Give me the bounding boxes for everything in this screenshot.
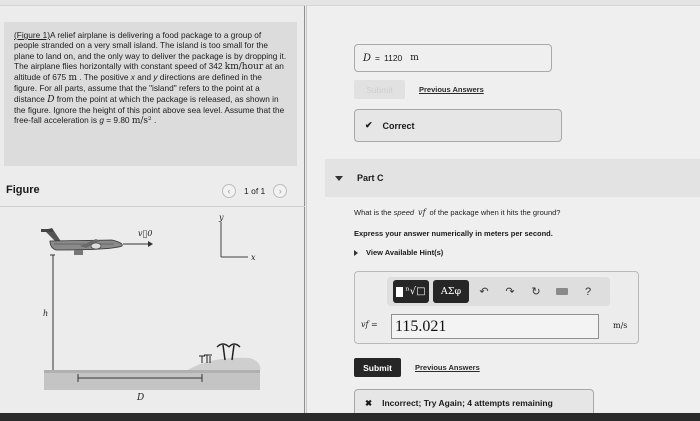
intro-text: and <box>134 72 154 83</box>
part-b-submit-button[interactable]: Submit <box>354 80 405 99</box>
part-b-actions <box>354 80 484 99</box>
x-var: x <box>130 72 135 83</box>
part-c-question <box>354 208 560 217</box>
speed-unit: km/hour <box>224 61 264 72</box>
redo-icon[interactable]: ↷ <box>505 286 515 298</box>
part-b-feedback <box>354 109 562 142</box>
intro-text: at an altitude of 675 <box>14 60 284 83</box>
part-c-header[interactable] <box>325 159 700 197</box>
airplane-icon <box>41 228 122 255</box>
part-b-previous-answers-link[interactable]: Previous Answers <box>419 85 484 94</box>
caret-right-icon <box>354 250 358 256</box>
answer-label <box>361 320 378 329</box>
part-c-previous-answers-link[interactable]: Previous Answers <box>415 363 480 372</box>
part-c-actions <box>354 358 480 377</box>
caret-down-icon <box>335 176 343 181</box>
y-axis-label: y <box>219 213 224 222</box>
answer-unit: m/s <box>613 321 628 330</box>
hints-label: View Available Hint(s) <box>366 248 444 257</box>
question-emph: speed <box>393 208 415 217</box>
bottom-bar <box>0 413 700 421</box>
intro-text: directions are defined in the figure. For all parts, assume that the "island" refers to the point at a distance <box>14 72 262 104</box>
math-toolbar <box>387 277 610 306</box>
figure-pager <box>222 184 287 198</box>
radical-icon: ⁿ√□ <box>405 286 426 297</box>
x-mark-icon: ✖ <box>365 397 373 408</box>
velocity-label: v⃗0 <box>138 229 153 238</box>
prev-figure-button[interactable] <box>222 184 236 198</box>
feedback-text: Incorrect; Try Again; 4 attempts remaining <box>382 398 553 408</box>
problem-intro <box>4 22 297 166</box>
undo-icon[interactable]: ↶ <box>479 286 489 298</box>
question-text: What is the <box>354 208 392 217</box>
answer-value: 1120 <box>384 53 403 63</box>
intro-text: = 9.80 <box>103 115 132 126</box>
intro-text: A relief airplane is delivering a food package to a group of people stranded on a very small island. The island is too small for the plane to land on, and the only way to deliver the package is by dropping it. The airplane flies horizontally with constant speed of 342 <box>14 30 287 71</box>
answer-eq: = <box>375 53 380 63</box>
figure-link[interactable]: (Figure 1) <box>14 30 50 40</box>
pager-label: 1 of 1 <box>244 186 266 196</box>
y-var: y <box>153 72 158 83</box>
part-c-submit-button[interactable]: Submit <box>354 358 401 377</box>
keyboard-icon <box>556 288 568 295</box>
answer-var: D <box>363 52 372 64</box>
height-label: h <box>43 309 49 318</box>
distance-label: D <box>137 393 145 403</box>
view-hints-toggle[interactable] <box>354 248 443 257</box>
figure-header <box>0 174 305 207</box>
part-b-answer-display <box>354 44 552 72</box>
feedback-text: Correct <box>382 120 415 131</box>
intro-text: from the point at which the package is released, as shown in the figure. Ignore the height of this point above sea level. Assume that the free-fall acceleration is <box>14 93 285 126</box>
d-var: D <box>47 94 55 105</box>
answer-label-eq: = <box>368 320 378 329</box>
question-var: vf <box>418 208 426 217</box>
altitude-unit: m <box>68 73 77 84</box>
check-icon: ✔ <box>365 120 373 130</box>
x-axis-label: x <box>251 253 256 262</box>
square-icon <box>396 287 403 297</box>
intro-text: . The positive <box>76 72 131 83</box>
accel-unit: m/s² <box>131 116 152 127</box>
help-icon[interactable]: ? <box>584 285 592 298</box>
next-figure-button[interactable] <box>273 184 287 198</box>
g-var: g <box>99 115 104 126</box>
chevron-right-icon: › <box>278 185 282 196</box>
templates-button[interactable] <box>393 280 429 303</box>
keyboard-button[interactable] <box>551 281 573 303</box>
answer-unit: m <box>410 53 419 63</box>
reset-icon[interactable]: ↻ <box>531 286 541 298</box>
figure-title: Figure <box>6 184 40 196</box>
part-c-instruction: Express your answer numerically in meters per second. <box>354 229 553 238</box>
speed-answer-input[interactable]: 115.021 <box>391 314 599 339</box>
answer-label-var: vf <box>361 320 369 329</box>
figure-diagram <box>0 208 305 408</box>
question-text: of the package when it hits the ground? <box>429 208 561 217</box>
part-c-title: Part C <box>357 173 384 183</box>
part-c-answer-panel <box>354 271 639 344</box>
intro-text: . <box>151 115 157 126</box>
greek-symbols-button[interactable]: ΑΣφ <box>433 280 469 303</box>
chevron-left-icon: ‹ <box>227 185 231 196</box>
